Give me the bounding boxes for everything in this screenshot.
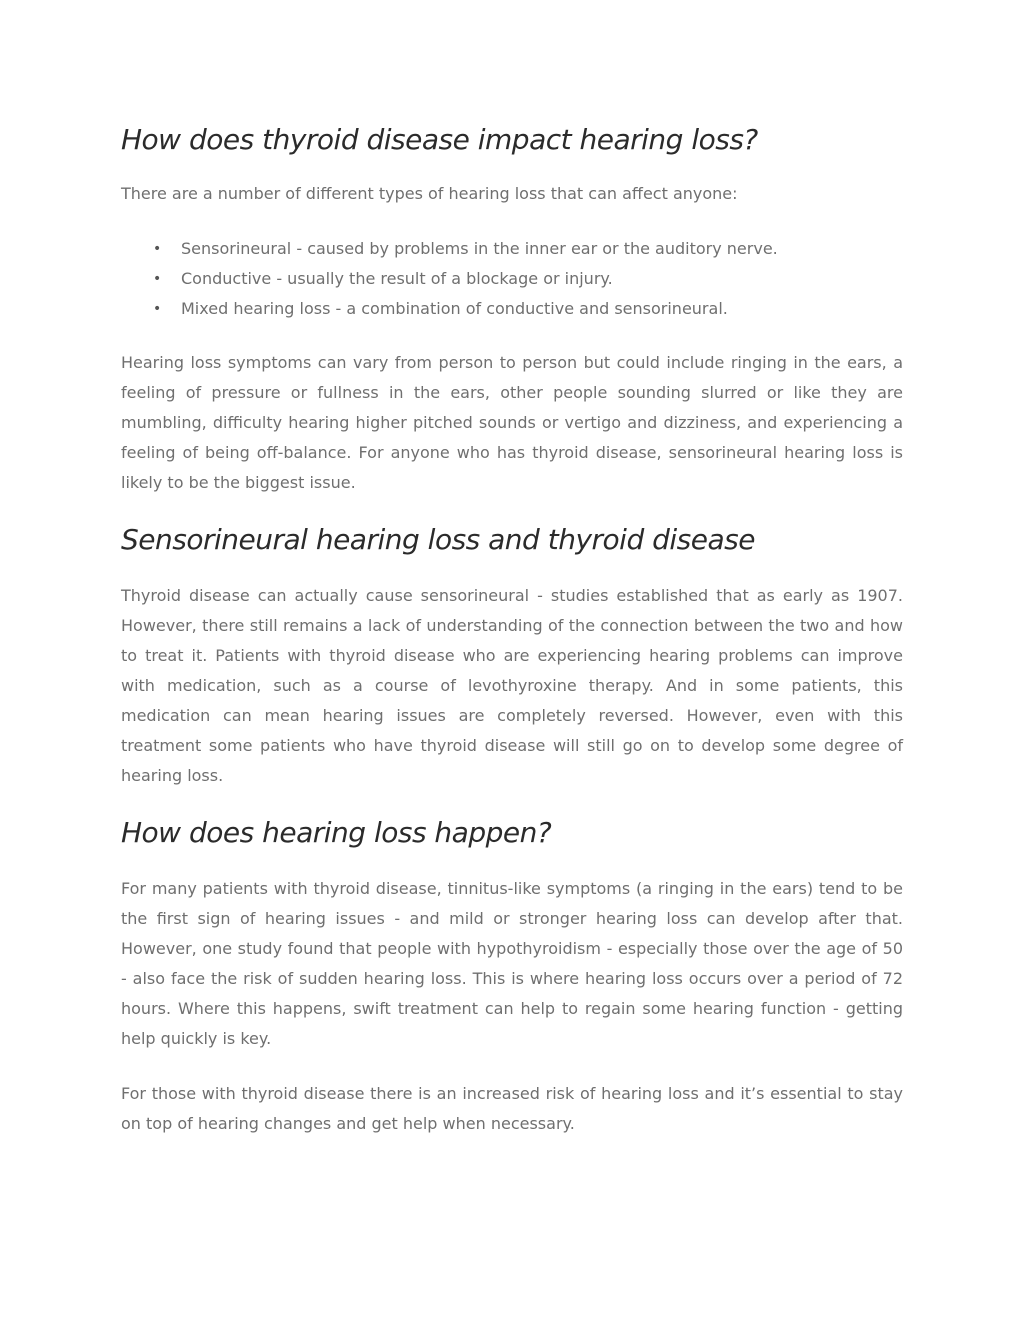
closing-paragraph: For those with thyroid disease there is an increased risk of hearing loss and it’s essential to stay on top of hearing changes and get help when necessary. <box>121 1084 903 1133</box>
intro-paragraph: There are a number of different types of hearing loss that can affect anyone: <box>121 184 738 203</box>
heading-hearing-loss-happen: How does hearing loss happen? <box>121 816 552 849</box>
bullet-icon: • <box>153 301 162 317</box>
hearing-loss-happen-paragraph: For many patients with thyroid disease, tinnitus-like symptoms (a ringing in the ears) tend to be the first sign of hearing issues - and mild or stronger hearing loss can develop after that. However, one study found that people with hypothyroidism - especially those over the age of 50 - also face the risk of sudden hearing loss. This is where hearing loss occurs over a period of 72 hours. Where this happens, swift treatment can help to regain some hearing function - getting help quickly is key. <box>121 879 903 1048</box>
list-item <box>153 294 903 324</box>
bullet-icon: • <box>153 271 162 287</box>
bullet-icon: • <box>153 241 162 257</box>
document-page <box>121 118 903 1139</box>
heading-sensorineural: Sensorineural hearing loss and thyroid disease <box>121 523 755 556</box>
list-item <box>153 264 903 294</box>
list-item-text: Conductive - usually the result of a blockage or injury. <box>181 269 613 288</box>
list-item-text: Mixed hearing loss - a combination of conductive and sensorineural. <box>181 299 728 318</box>
list-item <box>153 234 903 264</box>
sensorineural-paragraph: Thyroid disease can actually cause sensorineural - studies established that as early as 1907. However, there still remains a lack of understanding of the connection between the two and how to treat it. Patients with thyroid disease who are experiencing hearing problems can improve with medication, such as a course of levothyroxine therapy. And in some patients, this medication can mean hearing issues are completely reversed. However, even with this treatment some patients who have thyroid disease will still go on to develop some degree of hearing loss. <box>121 586 903 785</box>
list-item-text: Sensorineural - caused by problems in the inner ear or the auditory nerve. <box>181 239 778 258</box>
symptoms-paragraph: Hearing loss symptoms can vary from person to person but could include ringing in the ears, a feeling of pressure or fullness in the ears, other people sounding slurred or like they are mumbling, difficulty hearing higher pitched sounds or vertigo and dizziness, and experiencing a feeling of being off-balance. For anyone who has thyroid disease, sensorineural hearing loss is likely to be the biggest issue. <box>121 353 903 492</box>
heading-thyroid-impact: How does thyroid disease impact hearing loss? <box>121 123 758 156</box>
hearing-loss-types-list <box>121 234 903 324</box>
